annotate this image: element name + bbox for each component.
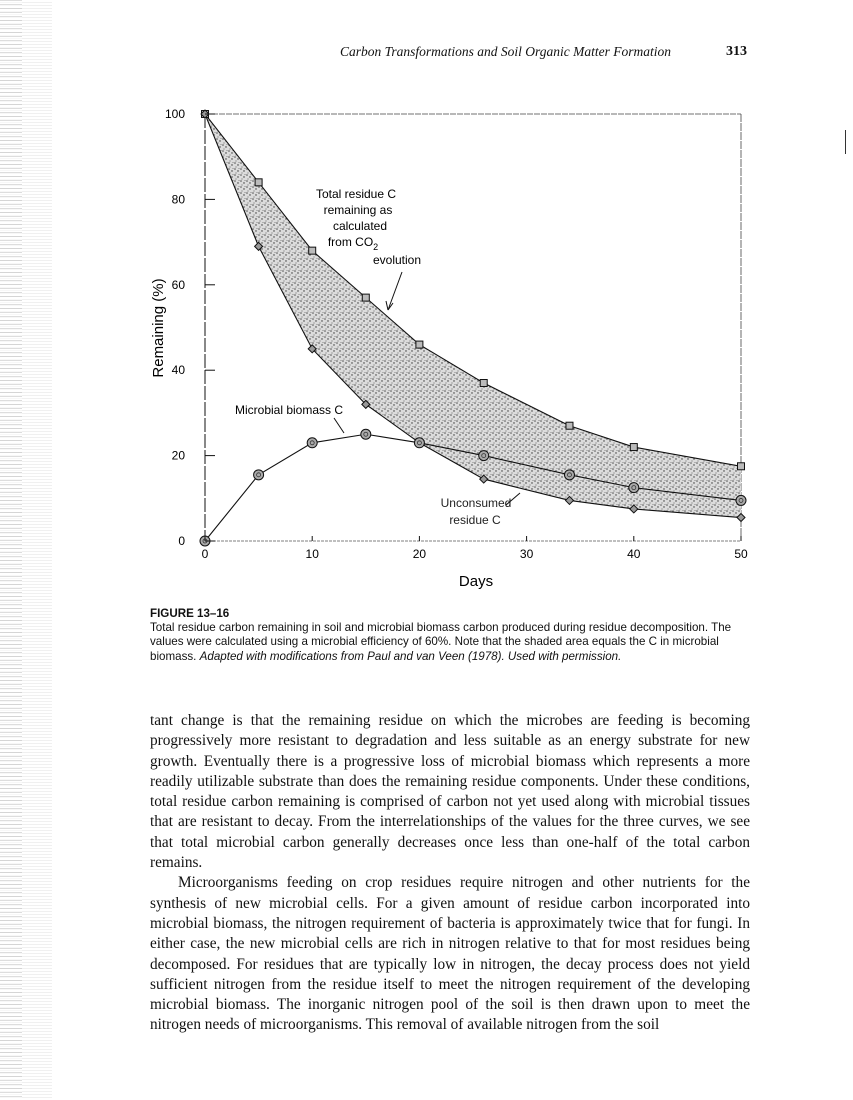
annotation-unconsumed-line-1: Unconsumed <box>440 496 512 510</box>
marker-total-6 <box>566 422 573 429</box>
marker-microbial-1 <box>254 470 264 480</box>
annotation-total-line-5: evolution <box>372 253 422 267</box>
body-paragraph-1: tant change is that the remaining residue on which the microbes are feeding is becoming progressively more resistant to degradation and less suitable as an energy substrate for new growth. Eventually there is a progressive loss of microbial biomass which represents a more readily utilizable substrate than does the remaining residue components. Under these conditions, total residue carbon remaining is comprised of carbon not yet used along with microbial tissues that are resistant to decay. From the interrelationships of the values for the three curves, we see that total microbial carbon generally decreases once less than one-half of the total carbon remains. <box>150 712 750 872</box>
marker-total-1 <box>255 179 262 186</box>
y-tick-label-60: 60 <box>171 277 185 292</box>
annotation-total-line-1: Total residue C <box>315 187 397 201</box>
y-tick-label-20: 20 <box>171 448 185 463</box>
running-head: Carbon Transformations and Soil Organic Matter Formation <box>340 44 672 59</box>
marker-microbial-2 <box>307 438 317 448</box>
annotation-microbial-arrow <box>334 418 344 433</box>
shaded-microbial-area <box>205 114 741 518</box>
annotation-total-line-2: remaining as <box>323 203 393 217</box>
figure-credit: Adapted with modifications from Paul and van Veen (1978). Used with permission. <box>199 649 622 663</box>
page-number: 313 <box>726 44 747 59</box>
annotation-total-co: from CO <box>327 235 374 249</box>
shaded-area-layer <box>205 114 741 518</box>
annotation-total-subscript: 2 <box>373 242 379 252</box>
marker-total-3 <box>362 294 369 301</box>
marker-total-5 <box>480 380 487 387</box>
marker-microbial-7 <box>629 483 639 493</box>
y-tick-label-80: 80 <box>171 192 185 207</box>
annotation-unconsumed <box>441 496 512 527</box>
marker-microbial-8 <box>736 495 746 505</box>
annotation-total-arrow <box>388 272 402 310</box>
body-text <box>150 711 750 1036</box>
figure-caption-text: Total residue carbon remaining in soil and microbial biomass carbon produced during residue decomposition. The values were calculated using a microbial efficiency of 60%. Note that the shaded area equals the C in microbial biomass. <box>150 621 732 663</box>
marker-total-8 <box>738 463 745 470</box>
marker-total-4 <box>416 341 423 348</box>
y-axis-label: Remaining (%) <box>150 278 167 378</box>
marker-total-2 <box>309 247 316 254</box>
annotation-total-line-3: calculated <box>332 219 388 233</box>
marker-microbial-6 <box>564 470 574 480</box>
x-tick-label-50: 50 <box>734 547 748 561</box>
x-tick-label-30: 30 <box>519 547 534 561</box>
y-tick-label-100: 100 <box>164 107 185 121</box>
body-paragraph-2: Microorganisms feeding on crop residues require nitrogen and other nutrients for the synthesis of new microbial cells. For a given amount of residue carbon incorporated into microbial biomass, the nitrogen requirement of bacteria is approximately twice that for fungi. In either case, the new microbial cells are rich in nitrogen relative to that for most residues being decomposed. For residues that are typically low in nitrogen, the decay process does not yield sufficient nitrogen from the residue itself to meet the nitrogen requirement of the developing microbial biomass. The inorganic nitrogen pool of the soil is then drawn upon to meet the nitrogen needs of microorganisms. This removal of available nitrogen from the soil <box>150 874 750 1034</box>
annotation-total-residue <box>316 187 421 267</box>
x-axis-label: Days <box>458 573 494 590</box>
annotation-microbial: Microbial biomass C <box>234 403 344 417</box>
marker-microbial-4 <box>414 438 424 448</box>
annotation-unconsumed-line-2: residue C <box>449 513 501 527</box>
x-tick-label-20: 20 <box>412 547 427 561</box>
x-tick-label-0: 0 <box>201 547 209 561</box>
annotation-total-line-4 <box>328 235 378 252</box>
marker-total-7 <box>630 444 637 451</box>
marker-microbial-5 <box>479 451 489 461</box>
figure-label: FIGURE 13–16 <box>150 607 230 620</box>
figure-caption <box>150 607 750 664</box>
marker-microbial-3 <box>361 429 371 439</box>
y-tick-label-0: 0 <box>178 534 185 548</box>
x-tick-label-10: 10 <box>305 547 319 561</box>
x-tick-label-40: 40 <box>627 547 641 561</box>
y-tick-label-40: 40 <box>171 363 185 378</box>
